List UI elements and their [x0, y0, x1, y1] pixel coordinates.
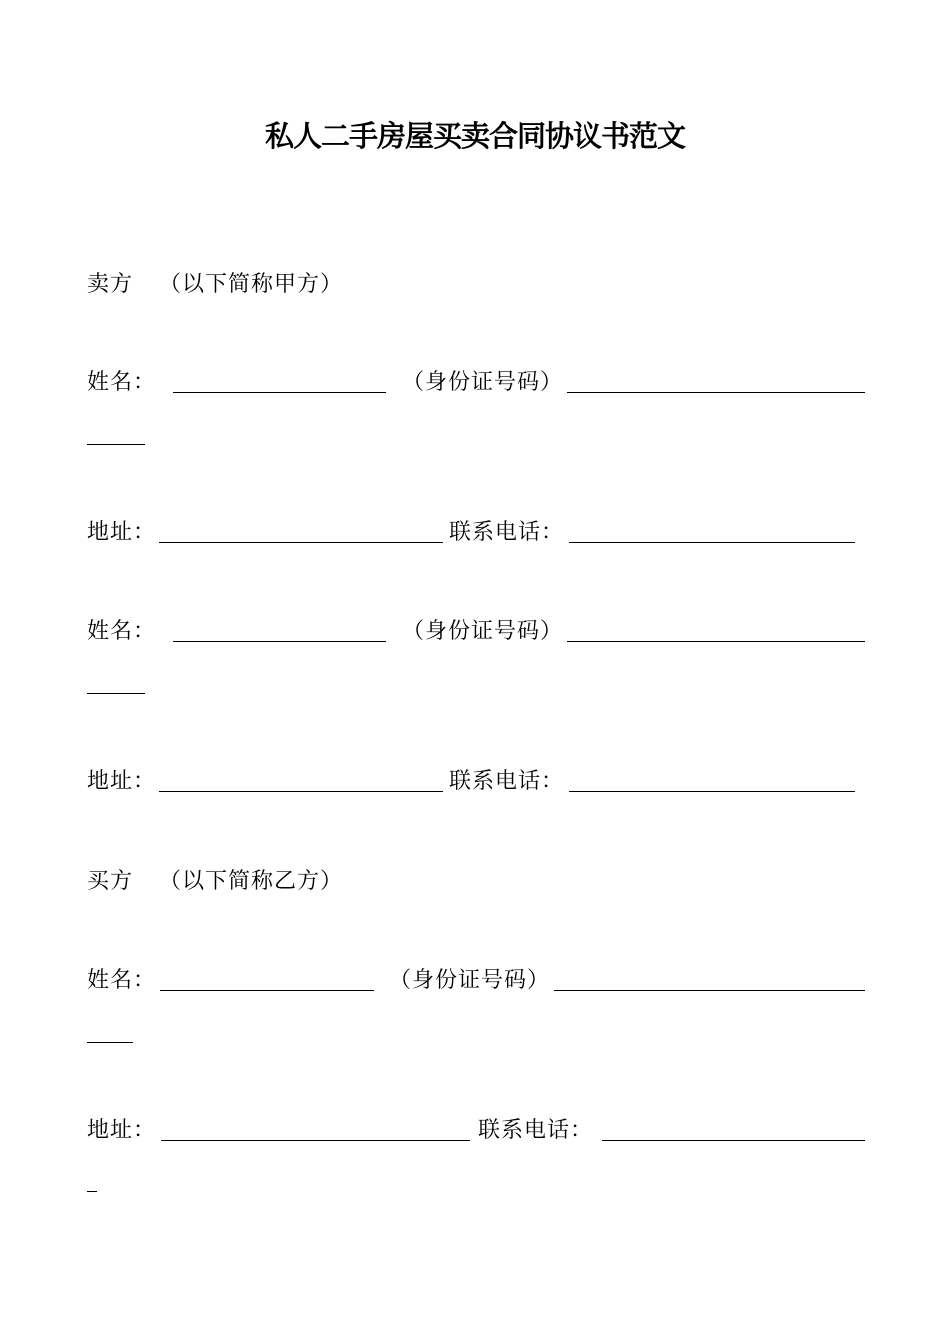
seller-2-address-blank[interactable] [159, 791, 443, 792]
buyer-1-name-blank[interactable] [160, 990, 374, 991]
seller-2-id-blank[interactable] [567, 641, 865, 642]
seller-1-name-line [87, 366, 867, 400]
buyer-1-address-blank[interactable] [161, 1140, 470, 1141]
seller-heading: 卖方 [87, 272, 134, 297]
seller-1-name-blank[interactable] [173, 392, 386, 393]
seller-heading-note: （以下简称甲方） [159, 272, 344, 297]
seller-2-phone-blank[interactable] [569, 791, 855, 792]
buyer-heading-line [87, 865, 343, 899]
seller-1-phone-blank[interactable] [569, 542, 855, 543]
seller-2-id-label: （身份证号码） [402, 619, 564, 644]
buyer-1-name-label: 姓名： [87, 968, 157, 993]
seller-1-id-label: （身份证号码） [402, 370, 564, 395]
buyer-1-id-blank[interactable] [554, 990, 865, 991]
buyer-1-id-label: （身份证号码） [389, 968, 551, 993]
buyer-1-phone-blank-continued[interactable] [87, 1191, 97, 1192]
buyer-1-name-line [87, 964, 867, 998]
buyer-heading: 买方 [87, 869, 134, 894]
seller-2-name-label: 姓名： [87, 619, 157, 644]
seller-1-id-blank-continued[interactable] [87, 444, 145, 445]
seller-heading-line [87, 268, 343, 302]
seller-2-name-blank[interactable] [173, 641, 386, 642]
seller-2-name-line [87, 615, 867, 649]
page-title: 私人二手房屋买卖合同协议书范文 [264, 119, 685, 153]
seller-2-phone-label: 联系电话： [449, 769, 565, 794]
buyer-1-phone-label: 联系电话： [478, 1118, 594, 1143]
seller-1-address-blank[interactable] [159, 542, 443, 543]
seller-2-id-blank-continued[interactable] [87, 693, 145, 694]
seller-2-address-line [87, 765, 867, 799]
seller-1-address-line [87, 516, 867, 550]
buyer-1-address-line [87, 1114, 867, 1148]
seller-1-id-blank[interactable] [567, 392, 865, 393]
buyer-1-phone-blank[interactable] [602, 1140, 865, 1141]
buyer-1-id-blank-continued[interactable] [87, 1042, 133, 1043]
seller-2-address-label: 地址： [87, 769, 157, 794]
seller-1-name-label: 姓名： [87, 370, 157, 395]
seller-1-address-label: 地址： [87, 520, 157, 545]
seller-1-phone-label: 联系电话： [449, 520, 565, 545]
buyer-1-address-label: 地址： [87, 1118, 157, 1143]
buyer-heading-note: （以下简称乙方） [159, 869, 344, 894]
